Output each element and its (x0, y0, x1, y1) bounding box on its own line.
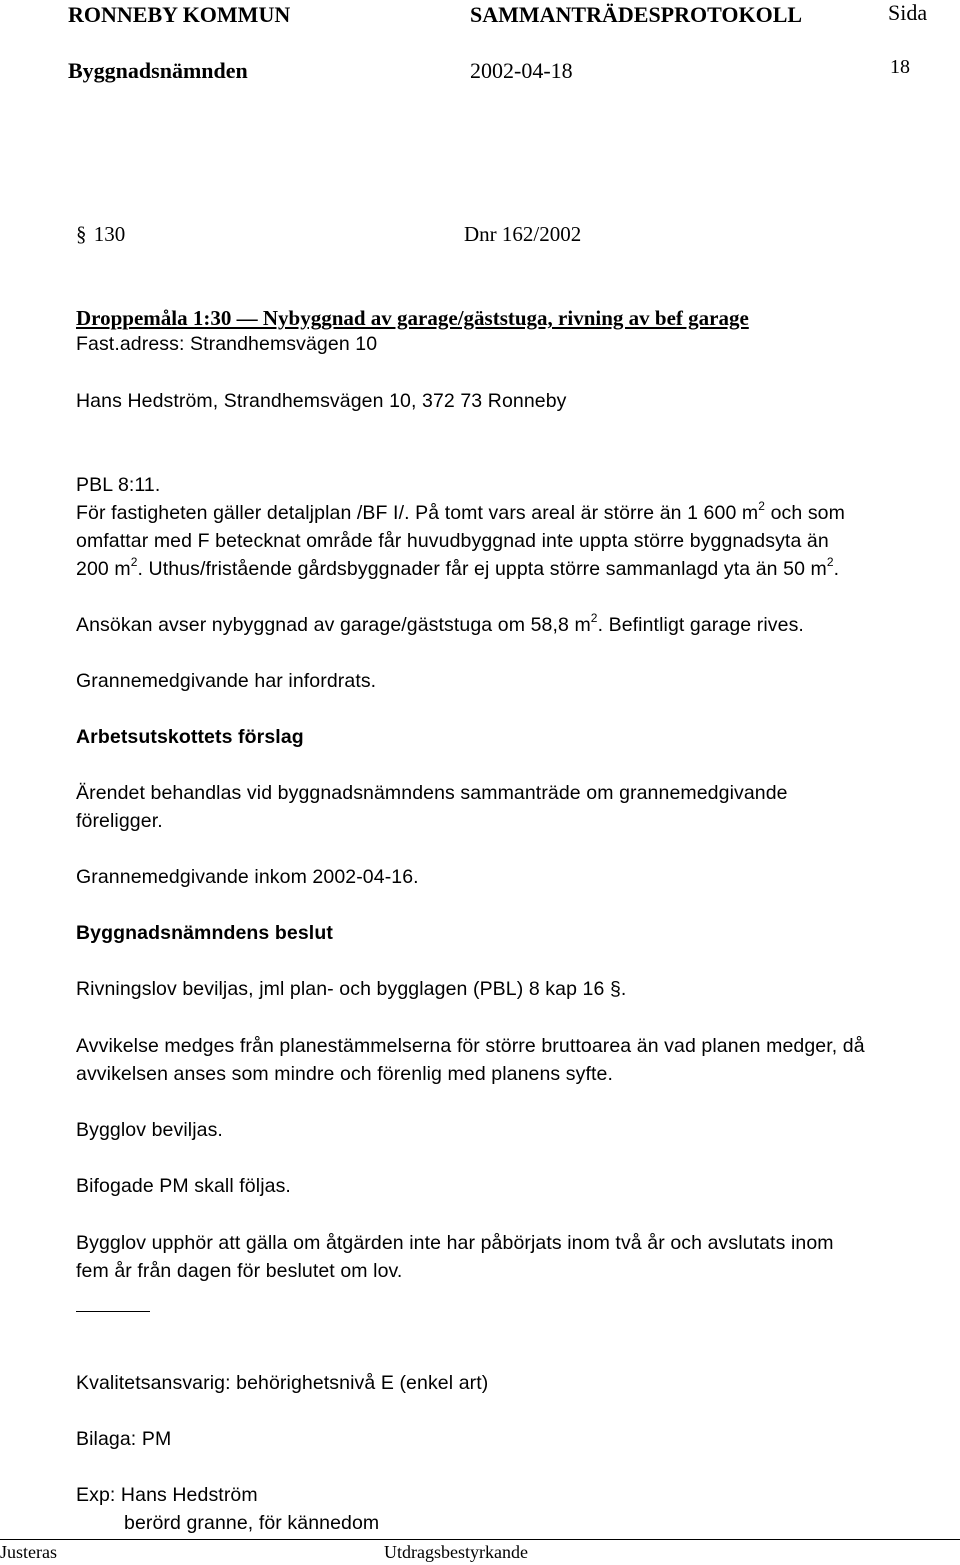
permit-granted: Bygglov beviljas. (76, 1119, 223, 1141)
pbl-reference: PBL 8:11. (76, 474, 161, 496)
neighbour-request: Grannemedgivande har infordrats. (76, 670, 377, 692)
superscript: 2 (590, 610, 598, 625)
section-symbol: § (76, 222, 87, 246)
protocol-title: SAMMANTRÄDESPROTOKOLL (470, 2, 803, 27)
pm-follow: Bifogade PM skall följas. (76, 1175, 291, 1197)
plan-text-3a: 200 m (76, 558, 131, 580)
separator-rule (76, 1311, 150, 1312)
plan-text-3c: . (833, 558, 840, 580)
committee-heading: Arbetsutskottets förslag (76, 726, 304, 748)
plan-text-line-1 (76, 498, 845, 525)
plan-text-1b: och som (765, 502, 845, 524)
property-address: Fast.adress: Strandhemsvägen 10 (76, 333, 378, 355)
application-text-b: . Befintligt garage rives. (597, 614, 804, 636)
page-label: Sida (888, 0, 928, 25)
decision-demolition-text: Rivningslov beviljas, jml plan- och bygglagen (PBL) 8 kap 16 (76, 978, 610, 1000)
application-text-a: Ansökan avser nybyggnad av garage/gäststuga om 58,8 m (76, 614, 591, 636)
plan-text-1a: För fastigheten gäller detaljplan /BF I/. På tomt vars areal är större än 1 600 m (76, 502, 759, 524)
applicant: Hans Hedström, Strandhemsvägen 10, 372 73 Ronneby (76, 390, 567, 412)
case-title: Droppemåla 1:30 — Nybyggnad av garage/gäststuga, rivning av bef garage (76, 306, 749, 330)
decision-heading: Byggnadsnämndens beslut (76, 922, 333, 944)
footer-justeras: Justeras (0, 1542, 57, 1562)
org-name: RONNEBY KOMMUN (68, 2, 291, 27)
committee-text-line-1: Ärendet behandlas vid byggnadsnämndens sammanträde om grannemedgivande (76, 782, 788, 804)
decision-demolition (76, 978, 626, 1001)
case-number-line (76, 222, 125, 247)
footer-certification: Utdragsbestyrkande (384, 1542, 528, 1562)
page-number: 18 (890, 56, 910, 78)
decision-demolition-end: . (620, 978, 627, 1000)
plan-text-3b: . Uthus/fristående gårdsbyggnader får ej uppta större sammanlagd yta än 50 m (137, 558, 827, 580)
committee-text-line-2: föreligger. (76, 810, 163, 832)
meeting-date: 2002-04-18 (470, 58, 573, 83)
plan-text-line-3 (76, 554, 840, 581)
application-text (76, 610, 804, 637)
dispatch-line-1: Exp: Hans Hedström (76, 1484, 258, 1506)
superscript: 2 (758, 498, 766, 513)
quality-responsible: Kvalitetsansvarig: behörighetsnivå E (enkel art) (76, 1372, 489, 1394)
superscript: 2 (826, 554, 834, 569)
attachment: Bilaga: PM (76, 1428, 172, 1450)
case-number: 130 (93, 222, 126, 246)
deviation-line-1: Avvikelse medges från planestämmelserna för större bruttoarea än vad planen medger, då (76, 1035, 865, 1057)
plan-text-line-2: omfattar med F betecknat område får huvudbyggnad inte uppta större byggnadsyta än (76, 530, 829, 552)
expiry-line-2: fem år från dagen för beslutet om lov. (76, 1260, 403, 1282)
section-symbol: § (609, 978, 621, 1000)
superscript: 2 (130, 554, 138, 569)
deviation-line-2: avvikelsen anses som mindre och förenlig med planens syfte. (76, 1063, 613, 1085)
case-dnr: Dnr 162/2002 (464, 222, 582, 246)
footer-divider (0, 1539, 960, 1540)
expiry-line-1: Bygglov upphör att gälla om åtgärden inte har påbörjats inom två år och avslutats inom (76, 1232, 834, 1254)
neighbour-received: Grannemedgivande inkom 2002-04-16. (76, 866, 419, 888)
board-name: Byggnadsnämnden (68, 58, 248, 83)
dispatch-line-2: berörd granne, för kännedom (124, 1512, 380, 1534)
